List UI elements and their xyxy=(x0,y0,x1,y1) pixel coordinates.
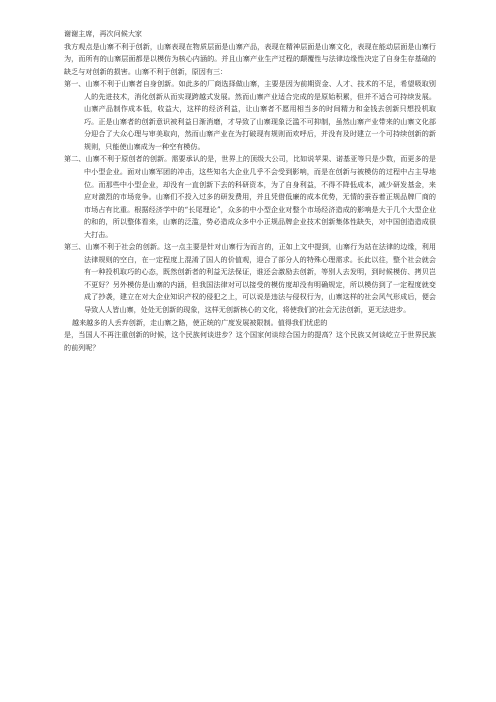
closing-paragraph-end: 是，当国人不再注重创新的时候，这个民族何谈进步？这个国家何谈综合国力的提高？这个民族又何谈屹立于世界民族的前列呢？ xyxy=(64,330,436,352)
point-one-paragraph: 第一、山寨不利于山寨者自身创新。如此多的厂商选择做山寨，主要是因为前期资金、人才、技术的不足，希望吸取别人的先进技术，消化创新从而实现跨越式发展。然而山寨产业适合完成的是原始积累，但并不适合可持续发展。山寨产品制作成本低，收益大，这样的经济利益，让山寨者不愿用相当多的时间精力和金钱去创新只想投机取巧。正是山寨者的创新意识被利益日渐消磨，才导致了山寨现象泛滥不可抑制，虽然山寨产业带来的山寨文化部分迎合了大众心理与审美取向，然而山寨产业在为打破现有规则而欢呼后，并没有及时建立一个可持续创新的新规则，只能使山寨成为一种空有模仿。 xyxy=(64,79,436,151)
intro-paragraph: 我方观点是山寨不利于创新，山寨表现在物质层面是山寨产品，表现在精神层面是山寨文化，表现在能动层面是山寨行为，而所有的山寨层面都是以模仿为核心内涵的。并且山寨产业生产过程的颠覆性与法律边缘性决定了自身生存基础的缺乏与对创新的损害。山寨不利于创新，原因有三： xyxy=(64,41,436,76)
point-three-paragraph: 第三、山寨不利于社会的创新。这一点主要是针对山寨行为而言的，正如上文中提到，山寨行为站在法律的边缘，利用法律规则的空白，在一定程度上混淆了国人的价值观，迎合了部分人的特殊心理需求。长此以往，整个社会就会有一种投机取巧的心态，既然创新者的利益无法保证，谁还会激励去创新，等别人去发明，到时候模仿、拷贝岂不更好？另外模仿是山寨的内涵，但我国法律对可以接受的模仿度却没有明确规定，所以模仿到了一定程度就变成了抄袭，建立在对大企业知识产权的侵犯之上，可以说是违法与侵权行为，山寨这样的社会风气形成后，便会导致人人皆山寨，处处无创新的现象，这样无创新核心的文化，将使我们的社会无法创新，更无法进步。 xyxy=(64,242,436,315)
point-two-paragraph: 第二、山寨不利于原创者的创新。需要承认的是，世界上的顶级大公司，比如说苹果、诺基亚等只是少数，而更多的是中小型企业。面对山寨军团的冲击，这些知名大企业几乎不会受到影响，而是在创新与被模仿的过程中占主导地位。而那些中小型企业，却没有一直创新下去的科研资本，为了自身利益，不得不降低成本，减少研发基金，来应对激烈的市场竞争。山寨们不投入过多的研发费用，并且凭借低廉的成本优势，无情的蚕吞着正规品牌厂商的市场占有比重。根据经济学中的“长尾理论”，众多的中小型企业对整个市场经济造成的影响是大于几个大型企业的和的，所以整体看来，山寨的泛滥，势必造成众多中小正规品牌企业技术创新集体性缺失，对中国创造造成很大打击。 xyxy=(64,154,436,239)
document-page xyxy=(64,28,436,354)
greeting: 谢谢主席，再次问候大家 xyxy=(64,29,143,38)
closing-paragraph-start: 越来越多的人丢弃创新，走山寨之路，使正统的广度发展被限制。值得我们忧虑的 xyxy=(72,317,328,327)
